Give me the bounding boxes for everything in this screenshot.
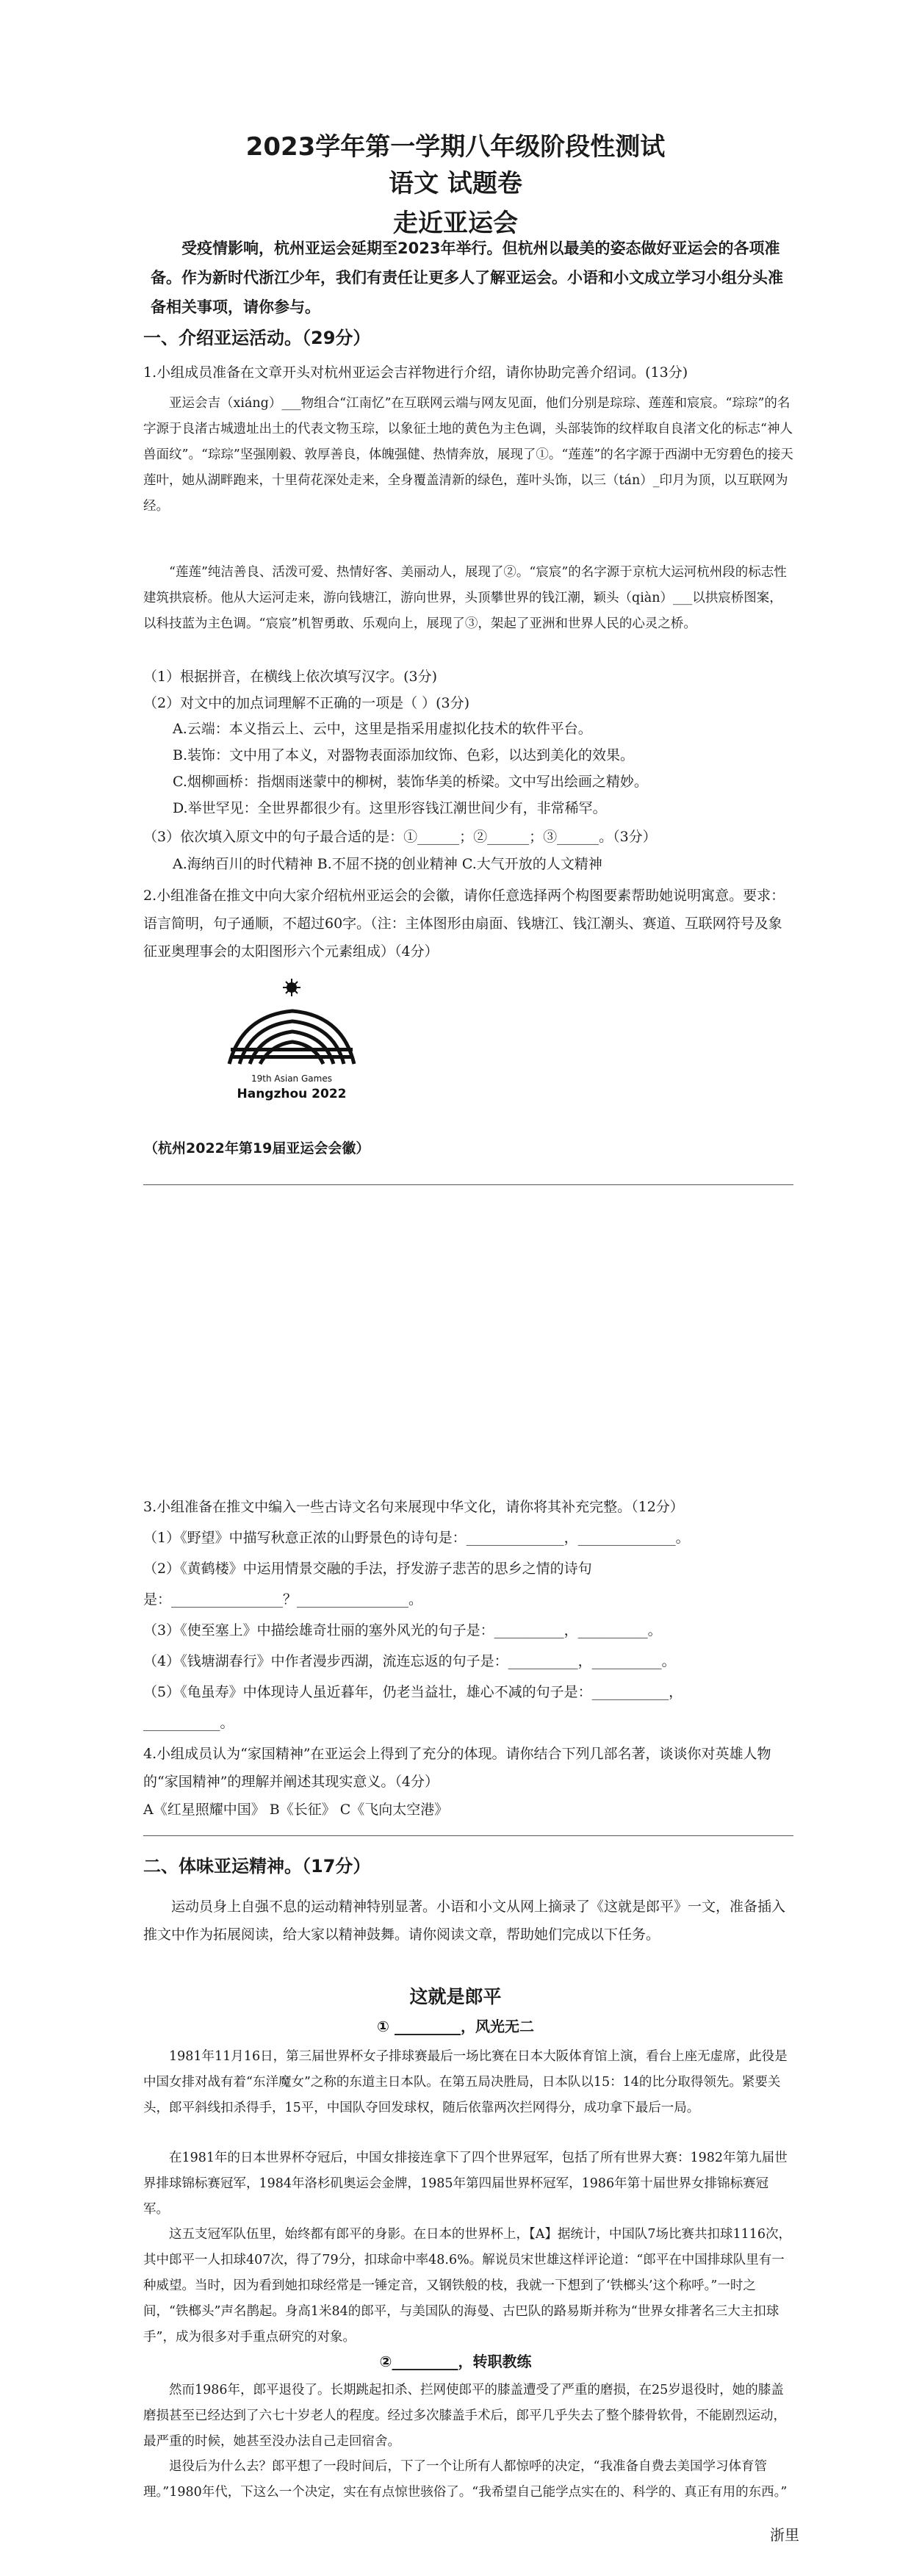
q1-option: D.举世罕见：全世界都很少有。这里形容钱江潮世间少有，非常稀罕。 <box>173 800 607 816</box>
footer-mark: 浙里 <box>770 2526 799 2544</box>
answer-line <box>143 1835 793 1836</box>
section2-heading: 二、体味亚运精神。（17分） <box>143 1856 371 1877</box>
q3-item: （2）《黄鹤楼》中运用情景交融的手法，抒发游子悲苦的思乡之情的诗句 <box>143 1561 592 1577</box>
q1-option: A.云端：本义指云上、云中，这里是指采用虚拟化技术的软件平台。 <box>173 721 592 737</box>
exam-theme: 走近亚运会 <box>393 209 518 238</box>
q1-sub3: （3）依次填入原文中的句子最合适的是：①______；②______；③______。（3分） <box>143 829 657 845</box>
q1-passage-para: “莲莲”纯洁善良、活泼可爱、热情好客、美丽动人，展现了②。“宸宸”的名字源于京杭大运河杭州段的标志性建筑拱宸桥。他从大运河走来，游向钱塘江，游向世界，头顶攀世界的钱江潮，颖头（qiàn）___以拱宸桥图案，以科技蓝为主色调。“宸宸”机智勇敢、乐观向上，展现了③，架起了亚洲和世界人民的心灵之桥。 <box>143 565 787 631</box>
article-title: 这就是郎平 <box>409 1986 502 2007</box>
q3-item: （1）《野望》中描写秋意正浓的山野景色的诗句是：______________，______________。 <box>143 1530 690 1546</box>
intro-paragraph: 受疫情影响，杭州亚运会延期至2023年举行。但杭州以最美的姿态做好亚运会的各项准备。作为新时代浙江少年，我们有责任让更多人了解亚运会。小语和小文成立学习小组分头准备相关事项，请你参与。 <box>151 240 783 316</box>
asian-games-logo <box>213 977 375 1124</box>
exam-title: 2023学年第一学期八年级阶段性测试 <box>245 132 666 162</box>
asian-games-emblem-icon <box>213 977 375 1124</box>
section2-intro: 运动员身上自强不息的运动精神特别显著。小语和小文从网上摘录了《这就是郎平》一文，准备插入推文中作为拓展阅读，给大家以精神鼓舞。请你阅读文章，帮助她们完成以下任务。 <box>143 1899 786 1943</box>
article-paragraph: 1981年11月16日，第三届世界杯女子排球赛最后一场比赛在日本大阪体育馆上演，看台上座无虚席，此役是中国女排对战有着“东洋魔女”之称的东道主日本队。在第五局决胜局，日本队以15：14的比分取得领先。紧要关头，郎平斜线扣杀得手，15平，中国队夺回发球权，随后依靠两次拦网得分，成功拿下最后一局。 <box>143 2049 788 2115</box>
logo-line-1: 19th Asian Games <box>251 1073 332 1084</box>
exam-subtitle: 语文 试题卷 <box>389 169 522 198</box>
q3-item: （3）《使至塞上》中描绘雄奇壮丽的塞外风光的句子是：__________，__________。 <box>143 1622 662 1638</box>
article-subheading: ②_________，转职教练 <box>379 2353 532 2370</box>
q1-sub3-options: A.海纳百川的时代精神 B.不屈不挠的创业精神 C.大气开放的人文精神 <box>173 856 602 872</box>
q3-item: （5）《龟虽寿》中体现诗人虽近暮年，仍老当益壮，雄心不减的句子是：___________， <box>143 1684 683 1700</box>
q3-item: （4）《钱塘湖春行》中作者漫步西湖，流连忘返的句子是：__________，__________。 <box>143 1653 676 1669</box>
q3-item: ___________。 <box>143 1715 234 1731</box>
article-subheading: ① _________，风光无二 <box>377 2018 534 2035</box>
article-paragraph: 这五支冠军队伍里，始终都有郎平的身影。在日本的世界杯上，【A】据统计，中国队7场比赛共扣球1116次，其中郎平一人扣球407次，得了79分，扣球命中率48.6%。解说员宋世雄这样评论道：“郎平在中国排球队里有一种威望。当时，因为看到她扣球经常是一锤定音，又钢铁般的枝，我就一下想到了‘铁榔头’这个称呼。”一时之间，“铁榔头”声名鹊起。身高1米84的郎平，与美国队的海曼、古巴队的路易斯并称为“世界女排著名三大主扣球手”，成为很多对手重点研究的对象。 <box>143 2227 792 2345</box>
q3-stem: 3.小组准备在推文中编入一些古诗文名句来展现中华文化，请你将其补充完整。（12分） <box>143 1499 684 1515</box>
q3-item: 是：________________？________________。 <box>143 1591 423 1608</box>
logo-caption: （杭州2022年第19届亚运会会徽） <box>144 1140 370 1156</box>
article-paragraph: 然而1986年，郎平退役了。长期跳起扣杀、拦网使郎平的膝盖遭受了严重的磨损，在25岁退役时，她的膝盖磨损甚至已经达到了六七十岁老人的程度。经过多次膝盖手术后，郎平几乎失去了整个膝骨软骨，不能剧烈运动，最严重的时候，她甚至没办法自己走回宿舍。 <box>143 2383 786 2449</box>
q1-sub1: （1）根据拼音，在横线上依次填写汉字。(3分) <box>143 669 438 685</box>
answer-line <box>143 1184 793 1185</box>
q1-passage-para: 亚运会吉（xiáng）___物组合“江南忆”在互联网云端与网友见面，他们分别是琮琮、莲莲和宸宸。“琮琮”的名字源于良渚古城遗址出土的代表文物玉琮，以象征土地的黄色为主色调，头部装饰的纹样取自良渚文化的标志“神人兽面纹”。“琮琮”坚强刚毅、敦厚善良，体魄强健、热情奔放，展现了①。“莲莲”的名字源于西湖中无穷碧色的接天莲叶，她从湖畔跑来，十里荷花深处走来，全身覆盖清新的绿色，莲叶头饰，以三（tán）_印月为顶，以互联网为经。 <box>143 396 793 514</box>
q1-sub2: （2）对文中的加点词理解不正确的一项是（ ）(3分) <box>143 695 470 711</box>
section1-heading: 一、介绍亚运活动。（29分） <box>143 328 371 348</box>
logo-line-2: Hangzhou 2022 <box>237 1087 347 1101</box>
q1-stem: 1.小组成员准备在文章开头对杭州亚运会吉祥物进行介绍，请你协助完善介绍词。(13分) <box>143 364 688 381</box>
q1-option: B.装饰：文中用了本义，对器物表面添加纹饰、色彩，以达到美化的效果。 <box>173 747 635 763</box>
q2-stem: 2.小组准备在推文中向大家介绍杭州亚运会的会徽，请你任意选择两个构图要素帮助她说明寓意。要求：语言简明，句子通顺，不超过60字。（注：主体图形由扇面、钱塘江、钱江潮头、赛道、互联网符号及象征亚奥理事会的太阳图形六个元素组成）（4分） <box>143 888 785 960</box>
q4-books: A《红星照耀中国》 B《长征》 C《飞向太空港》 <box>143 1802 449 1818</box>
article-paragraph: 在1981年的日本世界杯夺冠后，中国女排接连拿下了四个世界冠军，包括了所有世界大赛：1982年第九届世界排球锦标赛冠军，1984年洛杉矶奥运会金牌，1985年第四届世界杯冠军，1986年第十届世界女排锦标赛冠军。 <box>143 2151 788 2217</box>
article-paragraph: 退役后为什么去？郎平想了一段时间后，下了一个让所有人都惊呼的决定，“我准备自费去美国学习体育管理。”1980年代，下这么一个决定，实在有点惊世骇俗了。“我希望自己能学点实在的、科学的、真正有用的东西。” <box>143 2459 788 2500</box>
q1-option: C.烟柳画桥：指烟雨迷蒙中的柳树，装饰华美的桥梁。文中写出绘画之精妙。 <box>173 774 648 790</box>
q4-stem: 4.小组成员认为“家国精神”在亚运会上得到了充分的体现。请你结合下列几部名著，谈谈你对英雄人物的“家国精神”的理解并阐述其现实意义。（4分） <box>143 1746 771 1790</box>
